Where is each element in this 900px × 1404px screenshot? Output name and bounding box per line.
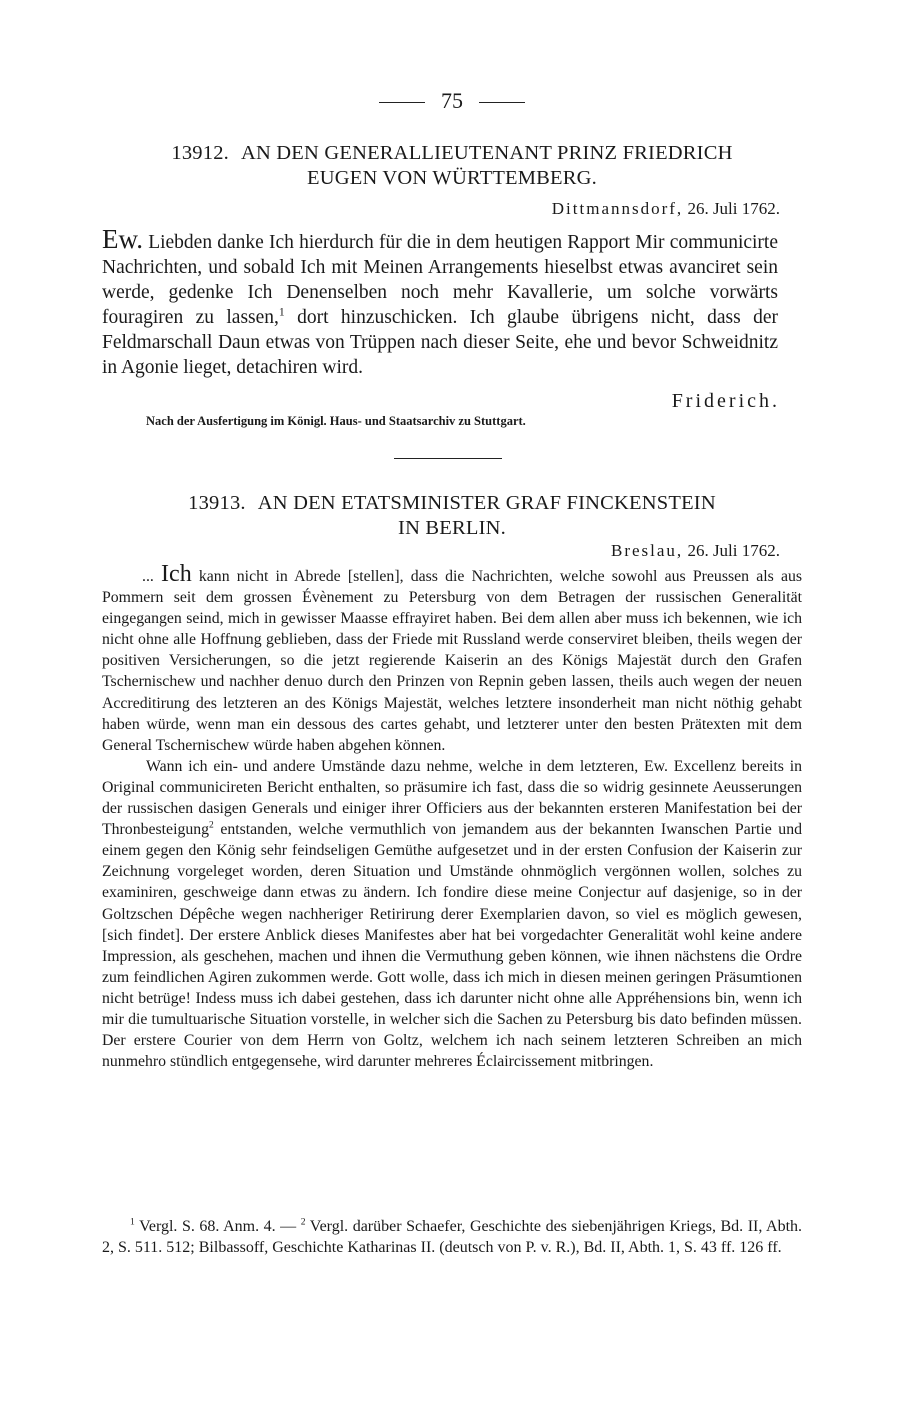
- letter2-lead-ellipsis: ...: [142, 568, 154, 585]
- page-number-dash-right: [479, 102, 525, 103]
- letter2-number: 13913.: [188, 492, 246, 514]
- page-number: [102, 88, 802, 114]
- page-number-value: 75: [441, 88, 463, 113]
- letter1-text: Liebden danke Ich hierdurch für die in dem heutigen Rapport Mir communicirte Nachrichten, und sobald Ich mit Meinen Arrangements hieselbst etwas avanciret sein werde, gedenke Ich Denenselben noch mehr Kavallerie, um solche vorwärts fouragiren zu lassen,: [102, 232, 779, 328]
- letter2-footnote-ref: 2: [209, 820, 214, 831]
- page-number-dash-left: [379, 102, 425, 103]
- letter1-heading-line2: EUGEN VON WÜRTTEMBERG.: [307, 167, 597, 189]
- letter2-place-date: [611, 541, 780, 561]
- letter2-heading: [102, 491, 802, 541]
- letter2-date: 26. Juli 1762.: [687, 541, 780, 560]
- letter1-source: Nach der Ausfertigung im Königl. Haus- und Staatsarchiv zu Stuttgart.: [146, 414, 526, 428]
- letter1-signature: Friderich.: [671, 390, 780, 412]
- letter2-heading-line1: AN DEN ETATSMINISTER GRAF FINCKENSTEIN: [257, 492, 716, 514]
- letter1-heading: [102, 141, 802, 191]
- letter1-paragraph: [102, 224, 779, 380]
- section-divider: [394, 458, 502, 459]
- footnote-1-mark: 1: [130, 1216, 135, 1228]
- letter1-number: 13912.: [171, 142, 229, 164]
- letter2-heading-line2: IN BERLIN.: [398, 517, 506, 539]
- letter2-paragraph-2: [102, 756, 802, 1072]
- letter2-paragraph-1-text: kann nicht in Abrede [stellen], dass die Nachrichten, welche sowohl aus Preussen als aus Pommern seit dem grossen Évènement zu Petersburg von dem Betragen der russischen Generalität eingegangen seind, mich in gewisser Maasse effrayiret haben. Bei dem allen aber muss ich bekennen, wie ich nicht ohne alle Hoffnung geblieben, dass der Friede mit Russland werde conserviret bleiben, theils wegen der positiven Versicherungen, so die jetzt regierende Kaiserin an des Königs Majestät durch den Grafen Tschernischew und nachher denuo durch den Prinzen von Repnin geben lassen, theils auch wegen der neuen Accreditirung des letzteren an des Königs Majestät, welches letztere insonderheit man nicht nöthig gehabt haben würde, wenn man ein dessous des cartes gehabt, und letzterer unter den besten Prätexten mit dem General Tschernischew würde haben abgehen können.: [102, 568, 802, 754]
- letter2-place: Breslau,: [611, 541, 684, 560]
- letter1-heading-line1: AN DEN GENERALLIEUTENANT PRINZ FRIEDRICH: [240, 142, 733, 164]
- letter1-date: 26. Juli 1762.: [687, 199, 780, 218]
- letter2-paragraph-2-text-a: Wann ich ein- und andere Umstände dazu nehme, welche in dem letzteren, Ew. Excellenz bereits in Original communicireten Bericht enthalten, so präsumire ich fast, dass die so widrig gesinnete Aeusserungen der russischen dasigen Generals und einiger ihrer Officiers aus der bekannten ersteren Manifestation bei der Thronbesteigung: [102, 757, 802, 839]
- letter2-initial: Ich: [161, 561, 192, 587]
- letter2-paragraph-2-text-b: entstanden, welche vermuthlich von jemandem aus der bekannten Iwanschen Partie und einem gegen den König sehr feindseligen Gemüthe aufgesetzet und in der ersten Confusion der Kaiserin zur Zeichnung vorgeleget worden, deren Situation und Umstände ohnmöglich vergönnen wollen, solches zu examiniren, geschweige dann etwas zu ändern. Ich fondire diese meine Conjectur auf dasjenige, so in der Goltzschen Dépêche wegen nachheriger Retirirung derer Exemplarien davon, so viel es möglich gewesen, [sich findet]. Der erstere Anblick dieses Manifestes aber hat bei vorgedachter Generalität wohl keine andere Impression, als geschehen, machen und ihnen die Vermuthung geben können, wie ihnen nächstens die Ordre zum feindlichen Agiren zukommen werde. Gott wolle, dass ich mich in diesen meinen geringen Präsumtionen nicht betrüge! Indess muss ich dabei gestehen, dass ich darunter nicht ohne alle Appréhensions bin, wenn ich mir die tumultuarische Situation vorstelle, in welcher sich die Sachen zu Petersburg bis dato befinden müssen. Der erstere Courier von dem Herrn von Goltz, welchem ich nach seinem letzteren Schreiben an mich nunmehro stündlich entgegensehe, wird darunter mehreres Éclaircissement mitbringen.: [102, 821, 802, 1071]
- letter1-place-date: [552, 199, 780, 219]
- letter1-place: Dittmannsdorf,: [551, 199, 684, 218]
- letter2-body: [102, 561, 802, 1072]
- letter1-initial: Ew.: [102, 224, 143, 254]
- letter1-text-cont: dort hinzuschicken. Ich glaube übrigens nicht, dass der Feldmarschall Daun etwas von Trüppen nach dieser Seite, ehe und bevor Schweidnitz in Agonie lieget, detachiren wird.: [102, 307, 778, 378]
- letter1-footnote-ref: 1: [278, 305, 285, 319]
- footnote-1: Vergl. S. 68. Anm. 4. —: [139, 1218, 297, 1235]
- footnote-text: [102, 1216, 802, 1258]
- footnote-2-mark: 2: [300, 1216, 306, 1228]
- footnotes: [102, 1216, 802, 1258]
- footnote-2: Vergl. darüber Schaefer, Geschichte des siebenjährigen Kriegs, Bd. II, Abth. 2, S. 511. 512; Bilbassoff, Geschichte Katharinas II. (deutsch von P. v. R.), Bd. II, Abth. 1, S. 43 ff. 126 ff.: [102, 1218, 803, 1256]
- letter2-paragraph-1: [102, 561, 802, 756]
- letter1-body: [102, 224, 779, 380]
